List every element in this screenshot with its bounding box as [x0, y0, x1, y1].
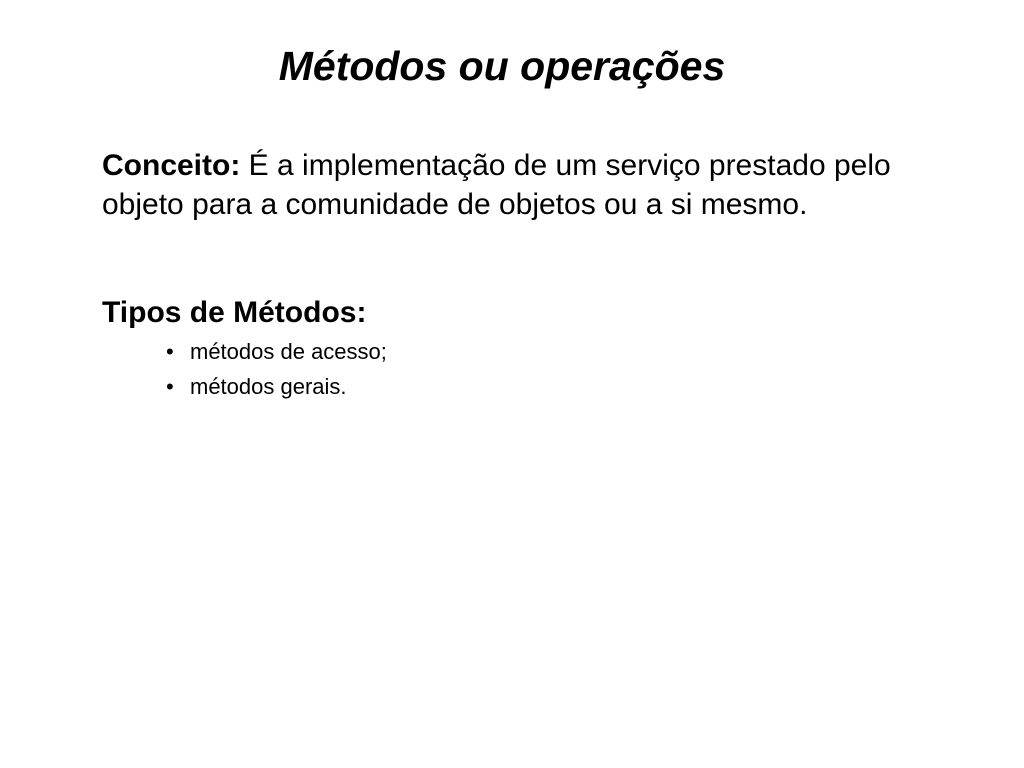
bullet-icon: •: [166, 339, 174, 364]
concept-label: Conceito:: [102, 149, 241, 182]
slide-title: Métodos ou operações: [278, 43, 726, 89]
list-item-label: métodos gerais.: [190, 374, 347, 399]
concept-text: É a implementação de um serviço prestado pelo objeto para a comunidade de objetos ou a si mesmo.: [102, 149, 891, 221]
bullet-icon: •: [166, 374, 174, 399]
list-item: [166, 373, 387, 401]
concept-paragraph: [102, 146, 942, 224]
types-list: [166, 338, 387, 408]
list-item-label: métodos de acesso;: [190, 339, 387, 364]
types-heading: Tipos de Métodos:: [102, 296, 367, 329]
list-item: [166, 338, 387, 366]
